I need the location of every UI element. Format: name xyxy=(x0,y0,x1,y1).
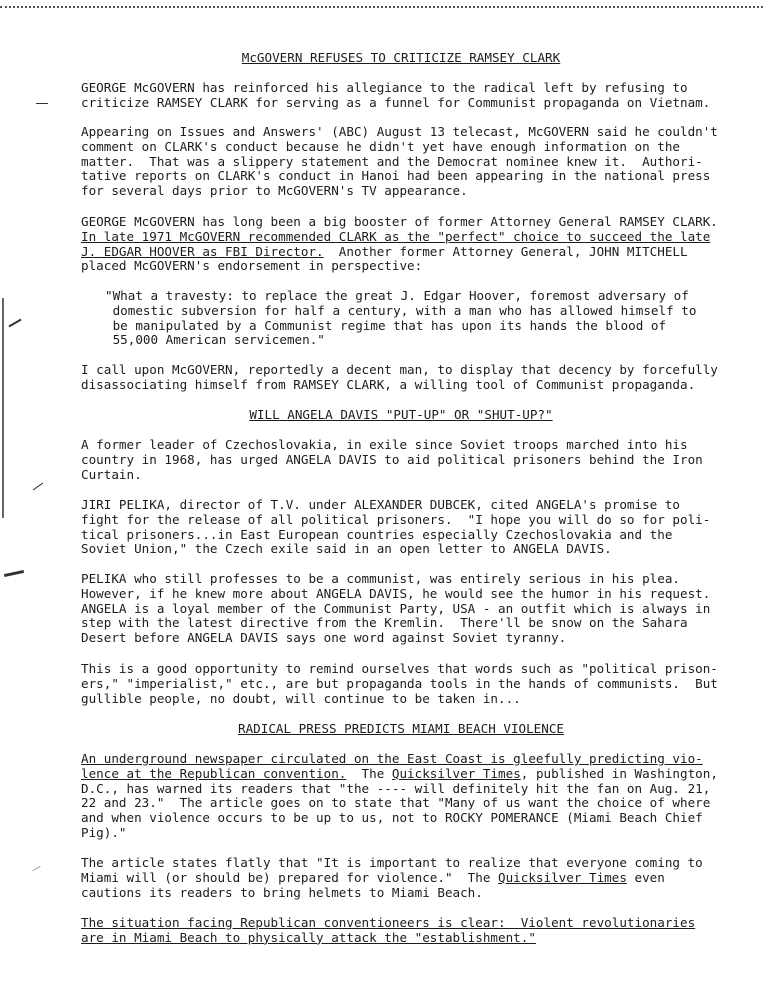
margin-bar xyxy=(2,298,4,518)
text-line: PELIKA who still professes to be a communist, was entirely serious in his plea. xyxy=(81,571,680,586)
text-line: fight for the release of all political prisoners. "I hope you will do so for poli- xyxy=(81,511,711,527)
paragraph-11 xyxy=(81,916,721,946)
text-line: criticize RAMSEY CLARK for serving as a funnel for Communist propaganda on Vietnam. xyxy=(81,94,711,110)
publication-title: Quicksilver Times xyxy=(391,765,521,781)
margin-scribble xyxy=(33,483,43,491)
paragraph-4 xyxy=(81,363,721,393)
heading-radical-press: RADICAL PRESS PREDICTS MIAMI BEACH VIOLENCE xyxy=(237,721,565,736)
text-line: disassociating himself from RAMSEY CLARK, a willing tool of Communist propaganda. xyxy=(81,376,696,392)
paragraph-9 xyxy=(81,752,721,841)
text-line xyxy=(81,767,721,782)
quote-line: be manipulated by a Communist regime that has upon its hands the blood of xyxy=(105,317,667,333)
text-line: Pig)." xyxy=(81,824,127,840)
paragraph-6 xyxy=(81,498,721,557)
text-line: However, if he knew more about ANGELA DAVIS, he would see the humor in his request. xyxy=(81,585,711,601)
text-line: GEORGE McGOVERN has long been a big booster of former Attorney General RAMSEY CLARK. xyxy=(81,214,718,229)
text-line xyxy=(81,871,721,886)
text-line: matter. That was a slippery statement and the Democrat nominee knew it. Authori- xyxy=(81,153,703,169)
text-line: country in 1968, has urged ANGELA DAVIS to aid political prisoners behind the Iron xyxy=(81,451,703,467)
text-span: even xyxy=(626,869,665,885)
text-line: for several days prior to McGOVERN's TV appearance. xyxy=(81,183,468,199)
page-top-edge xyxy=(0,6,763,8)
margin-scribble xyxy=(8,319,21,328)
text-line: The article states flatly that "It is important to realize that everyone coming to xyxy=(81,855,703,870)
text-line xyxy=(81,245,721,260)
paragraph-8 xyxy=(81,662,721,706)
text-line: cautions its readers to bring helmets to Miami Beach. xyxy=(81,884,483,900)
margin-scribble xyxy=(32,866,40,871)
underlined-span: J. EDGAR HOOVER as FBI Director. xyxy=(81,243,324,259)
heading-angela-davis: WILL ANGELA DAVIS "PUT-UP" OR "SHUT-UP?" xyxy=(249,407,553,422)
text-line: Appearing on Issues and Answers' (ABC) August 13 telecast, McGOVERN said he couldn't xyxy=(81,124,718,139)
text-line: ers," "imperialist," etc., are but propaganda tools in the hands of communists. But xyxy=(81,675,718,691)
quote-line: "What a travesty: to replace the great J. Edgar Hoover, foremost adversary of xyxy=(105,288,689,303)
text-line: 22 and 23." The article goes on to state that "Many of us want the choice of where xyxy=(81,795,711,811)
publication-title: Quicksilver Times xyxy=(498,869,627,885)
text-line: and when violence occurs to be up to us, not to ROCKY POMERANCE (Miami Beach Chief xyxy=(81,810,703,826)
text-line: Desert before ANGELA DAVIS says one word against Soviet tyranny. xyxy=(81,630,567,646)
paragraph-7 xyxy=(81,572,721,646)
text-line: placed McGOVERN's endorsement in perspective: xyxy=(81,258,423,274)
text-line: tical prisoners...in East European countries especially Czechoslovakia and the xyxy=(81,526,673,542)
paragraph-2 xyxy=(81,125,721,199)
margin-scribble xyxy=(4,570,24,577)
text-line: comment on CLARK's conduct because he didn't yet have enough information on the xyxy=(81,138,680,154)
paragraph-10 xyxy=(81,856,721,900)
underlined-span: lence at the Republican convention. xyxy=(81,765,347,781)
underlined-line: are in Miami Beach to physically attack the "establishment." xyxy=(81,929,536,945)
text-span: Another former Attorney General, JOHN MITCHELL xyxy=(323,243,688,259)
text-line: gullible people, no doubt, will continue to be taken in... xyxy=(81,690,521,706)
text-line: step with the latest directive from the Kremlin. There'll be snow on the Sahara xyxy=(81,615,688,631)
text-line: ANGELA is a loyal member of the Communist Party, USA - an outfit which is always in xyxy=(81,600,711,616)
paragraph-3 xyxy=(81,215,721,274)
text-line: JIRI PELIKA, director of T.V. under ALEXANDER DUBCEK, cited ANGELA's promise to xyxy=(81,497,680,512)
underlined-line: In late 1971 McGOVERN recommended CLARK as the "perfect" choice to succeed the late xyxy=(81,228,711,244)
text-line: This is a good opportunity to remind ourselves that words such as "political prison- xyxy=(81,661,718,676)
underlined-line: The situation facing Republican conventioneers is clear: Violent revolutionaries xyxy=(81,915,696,930)
text-span: The xyxy=(346,765,392,781)
quote-line: domestic subversion for half a century, with a man who has allowed himself to xyxy=(105,302,697,318)
text-span: , published in Washington, xyxy=(520,765,718,781)
text-line: Soviet Union," the Czech exile said in an open letter to ANGELA DAVIS. xyxy=(81,541,612,557)
text-line: Curtain. xyxy=(81,466,142,482)
text-line: GEORGE McGOVERN has reinforced his allegiance to the radical left by refusing to xyxy=(81,80,688,95)
quote-line: 55,000 American servicemen." xyxy=(105,332,325,348)
block-quote xyxy=(81,289,721,348)
underlined-line: An underground newspaper circulated on the East Coast is gleefully predicting vio- xyxy=(81,751,703,766)
text-line: D.C., has warned its readers that "the ---- will definitely hit the fan on Aug. 21, xyxy=(81,780,711,796)
text-span: Miami will (or should be) prepared for violence." The xyxy=(81,869,499,885)
paragraph-5 xyxy=(81,438,721,482)
margin-dash xyxy=(36,103,48,104)
paragraph-1 xyxy=(81,81,721,111)
text-line: I call upon McGOVERN, reportedly a decent man, to display that decency by forcefully xyxy=(81,362,718,377)
heading-mcgovern: McGOVERN REFUSES TO CRITICIZE RAMSEY CLARK xyxy=(241,50,561,65)
text-line: tative reports on CLARK's conduct in Hanoi had been appearing in the national press xyxy=(81,168,711,184)
text-line: A former leader of Czechoslovakia, in exile since Soviet troops marched into his xyxy=(81,437,688,452)
